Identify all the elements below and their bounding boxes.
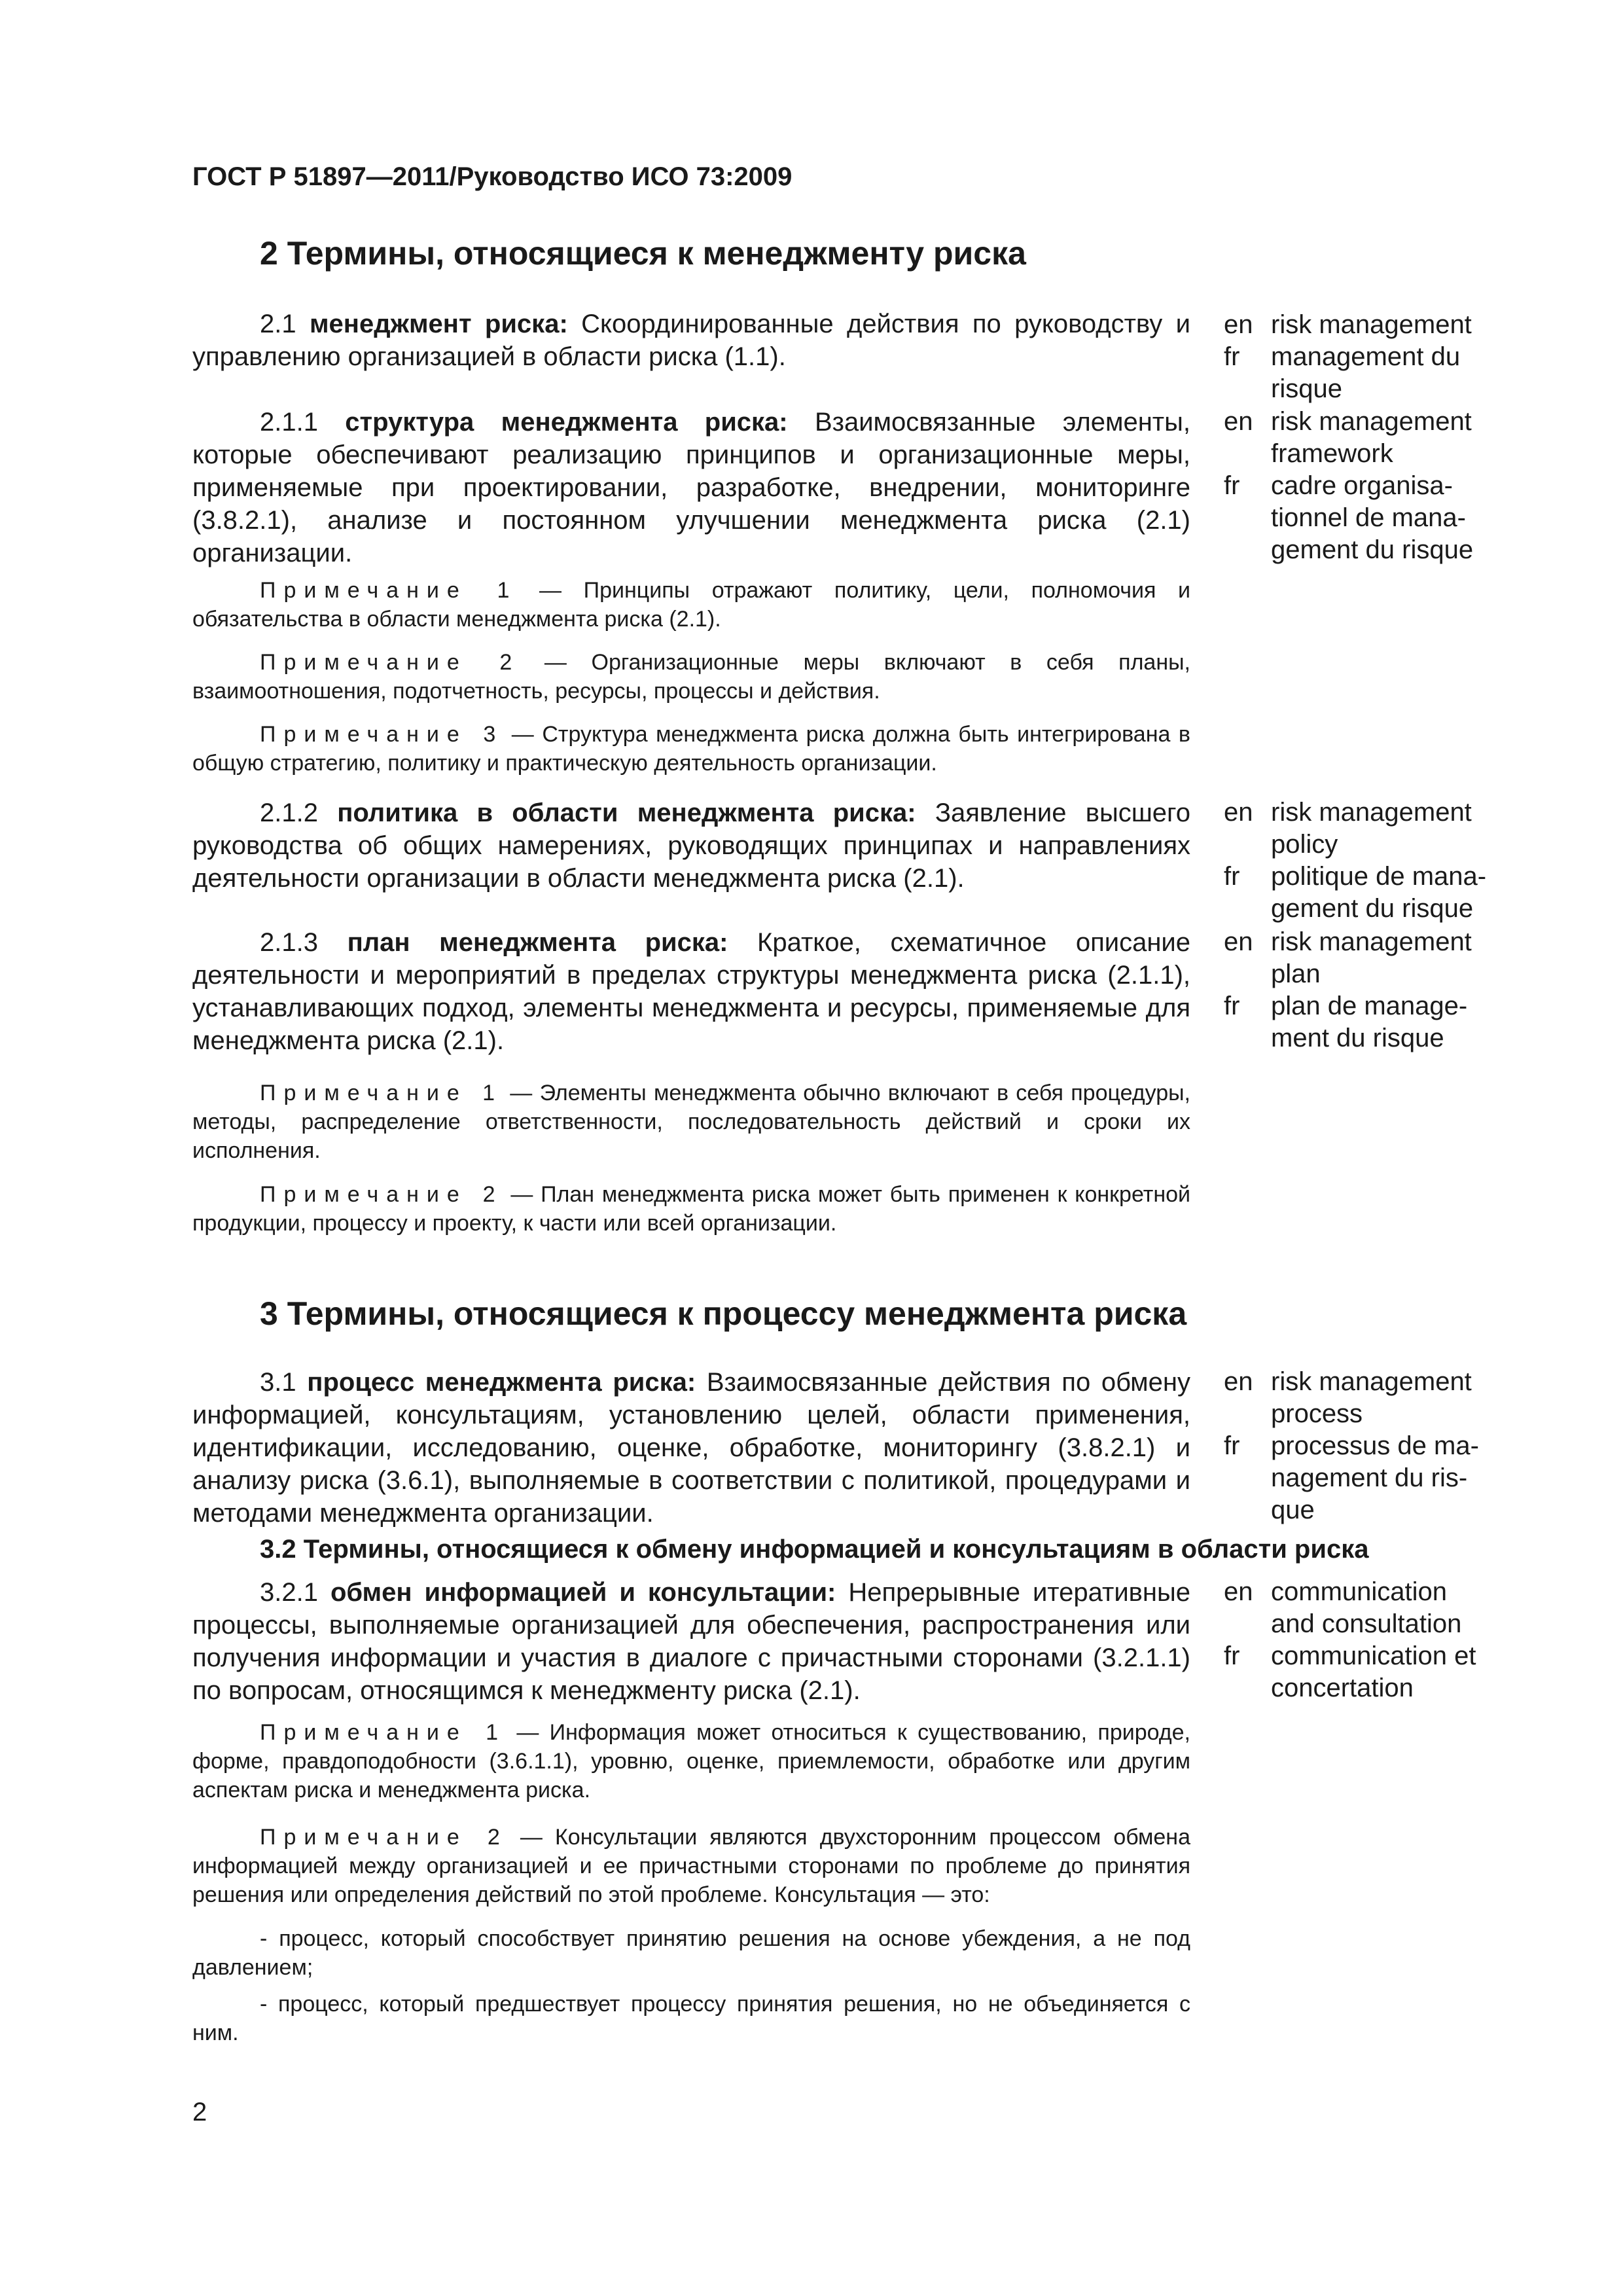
eq-line: tionnel de mana- — [1271, 503, 1466, 532]
note-text: — Структура менеджмента риска должна быть интегрирована в общую стратегию, политику и практическую деятельность организации. — [192, 722, 1190, 776]
note-2-1-1-3 — [192, 720, 1190, 778]
term-number: 2.1.3 — [260, 928, 348, 957]
term-title: политика в области менеджмента риска: — [337, 798, 916, 827]
note-3-2-1-2 — [192, 1823, 1190, 1909]
eq-line: fr politique de mana- — [1224, 862, 1487, 891]
section-3-heading: 3 Термины, относящиеся к процессу менеджмента риска — [260, 1295, 1187, 1332]
eq-line: gement du risque — [1271, 894, 1474, 923]
note-label: Примечание 1 — [260, 1081, 503, 1105]
eq-line: ment du risque — [1271, 1024, 1444, 1052]
eq-line: and consultation — [1271, 1609, 1462, 1638]
note-text: — Организационные меры включают в себя планы, взаимоотношения, подотчетность, ресурсы, процессы и действия. — [192, 650, 1190, 704]
note-label: Примечание 2 — [260, 1825, 508, 1850]
note-2-1-3-1 — [192, 1079, 1190, 1165]
term-number: 3.2.1 — [260, 1578, 330, 1607]
term-number: 2.1 — [260, 310, 310, 338]
eq-line: concertation — [1271, 1674, 1414, 1702]
eq-line: en risk management — [1224, 798, 1472, 827]
note-label: Примечание 1 — [260, 578, 518, 603]
document-header: ГОСТ Р 51897—2011/Руководство ИСО 73:2009 — [192, 162, 793, 191]
note-2-1-3-2 — [192, 1180, 1190, 1238]
note-text: — Информация может относиться к существованию, природе, форме, правдоподобности (3.6.1.1), уровню, оценке, приемлемости, обработке или другим аспектам риска и менеджмента риска. — [192, 1720, 1190, 1803]
note-label: Примечание 2 — [260, 1182, 503, 1207]
equivalents-2-1 — [1224, 309, 1472, 405]
note-text: — План менеджмента риска может быть применен к конкретной продукции, процессу и проекту, к части или всей организации. — [192, 1182, 1190, 1236]
term-3-2-1 — [192, 1576, 1190, 1707]
term-2-1-1 — [192, 406, 1190, 569]
term-title: структура менеджмента риска: — [345, 408, 788, 437]
eq-line: en risk management — [1224, 310, 1472, 339]
eq-line: que — [1271, 1496, 1315, 1524]
note-label: Примечание 2 — [260, 650, 520, 675]
note-3-2-1-1 — [192, 1718, 1190, 1804]
term-number: 3.1 — [260, 1368, 308, 1397]
subsection-3-2-heading: 3.2 Термины, относящиеся к обмену информацией и консультациям в области риска — [260, 1535, 1369, 1564]
note-2-1-1-2 — [192, 648, 1190, 706]
term-definition: Непрерывные итеративные процессы, выполняемые организацией для обеспечения, распространения или получения информации и участия в диалоге с причастными сторонами (3.2.1.1) по вопросам, относящимся к менеджменту риска (2.1). — [192, 1578, 1191, 1705]
equivalents-3-1 — [1224, 1366, 1479, 1526]
eq-line: gement du risque — [1271, 535, 1474, 564]
note-text: — Элементы менеджмента обычно включают в себя процедуры, методы, распределение ответственности, последовательность действий и сроки их исполнения. — [192, 1081, 1190, 1163]
eq-line: process — [1271, 1399, 1363, 1428]
equivalents-2-1-1 — [1224, 406, 1473, 566]
eq-line: framework — [1271, 439, 1393, 468]
equivalents-2-1-2 — [1224, 797, 1486, 925]
term-title: менеджмент риска: — [309, 310, 568, 338]
eq-line: en risk management — [1224, 407, 1472, 436]
term-2-1-3 — [192, 926, 1190, 1057]
note-text: — Консультации являются двухсторонним процессом обмена информацией между организацией и ее причастными сторонами по проблеме до принятия решения или определения действий по этой проблеме. Консультация — это: — [192, 1825, 1190, 1907]
eq-line: risque — [1271, 374, 1342, 403]
eq-line: fr processus de ma- — [1224, 1431, 1479, 1460]
note-bullet-2: - процесс, который предшествует процессу принятия решения, но не объединяется с ним. — [192, 1992, 1190, 2045]
eq-line: fr management du — [1224, 342, 1461, 371]
eq-line: en communication — [1224, 1577, 1448, 1606]
equivalents-3-2-1 — [1224, 1576, 1476, 1704]
term-title: план менеджмента риска: — [347, 928, 728, 957]
eq-line: plan — [1271, 960, 1321, 988]
term-definition: Взаимосвязанные элементы, которые обеспечивают реализацию принципов и организационные меры, применяемые при проектировании, разработке, внедрении, мониторинге (3.8.2.1), анализе и постоянном улучшении менеджмента риска (2.1) организации. — [192, 408, 1190, 567]
eq-line: nagement du ris- — [1271, 1463, 1468, 1492]
term-2-1 — [192, 308, 1190, 373]
section-2-heading: 2 Термины, относящиеся к менеджменту риска — [260, 235, 1026, 272]
term-definition: Взаимосвязанные действия по обмену информацией, консультациям, установлению целей, области применения, идентификации, исследованию, оценке, обработке, мониторингу (3.8.2.1) и анализу риска (3.6.1), выполняемые в соответствии с политикой, процедурами и методами менеджмента организации. — [192, 1368, 1191, 1528]
page-number: 2 — [192, 2098, 207, 2126]
term-title: обмен информацией и консультации: — [330, 1578, 836, 1607]
note-label: Примечание 1 — [260, 1720, 507, 1745]
term-number: 2.1.1 — [260, 408, 346, 437]
term-2-1-2 — [192, 797, 1190, 895]
note-bullet-1: - процесс, который способствует принятию решения на основе убеждения, а не под давлением; — [192, 1926, 1190, 1980]
term-number: 2.1.2 — [260, 798, 338, 827]
eq-line: en risk management — [1224, 927, 1472, 956]
term-title: процесс менеджмента риска: — [307, 1368, 696, 1397]
equivalents-2-1-3 — [1224, 926, 1472, 1054]
term-definition: Скоординированные действия по руководству и управлению организацией в области риска (1.1). — [192, 310, 1191, 371]
note-label: Примечание 3 — [260, 722, 504, 747]
eq-line: fr plan de manage- — [1224, 992, 1468, 1020]
note-text: — Принципы отражают политику, цели, полномочия и обязательства в области менеджмента риска (2.1). — [192, 578, 1191, 632]
eq-line: policy — [1271, 830, 1338, 859]
term-definition: Краткое, схематичное описание деятельности и мероприятий в пределах структуры менеджмента риска (2.1.1), устанавливающих подход, элементы менеджмента и ресурсы, применяемые для менеджмента риска (2.1). — [192, 928, 1190, 1055]
eq-line: en risk management — [1224, 1367, 1472, 1396]
term-3-1 — [192, 1366, 1190, 1530]
eq-line: fr communication et — [1224, 1641, 1476, 1670]
eq-line: fr cadre organisa- — [1224, 471, 1453, 500]
term-definition: Заявление высшего руководства об общих намерениях, руководящих принципах и направлениях деятельности организации в области менеджмента риска (2.1). — [192, 798, 1191, 893]
note-2-1-1-1 — [192, 576, 1190, 634]
